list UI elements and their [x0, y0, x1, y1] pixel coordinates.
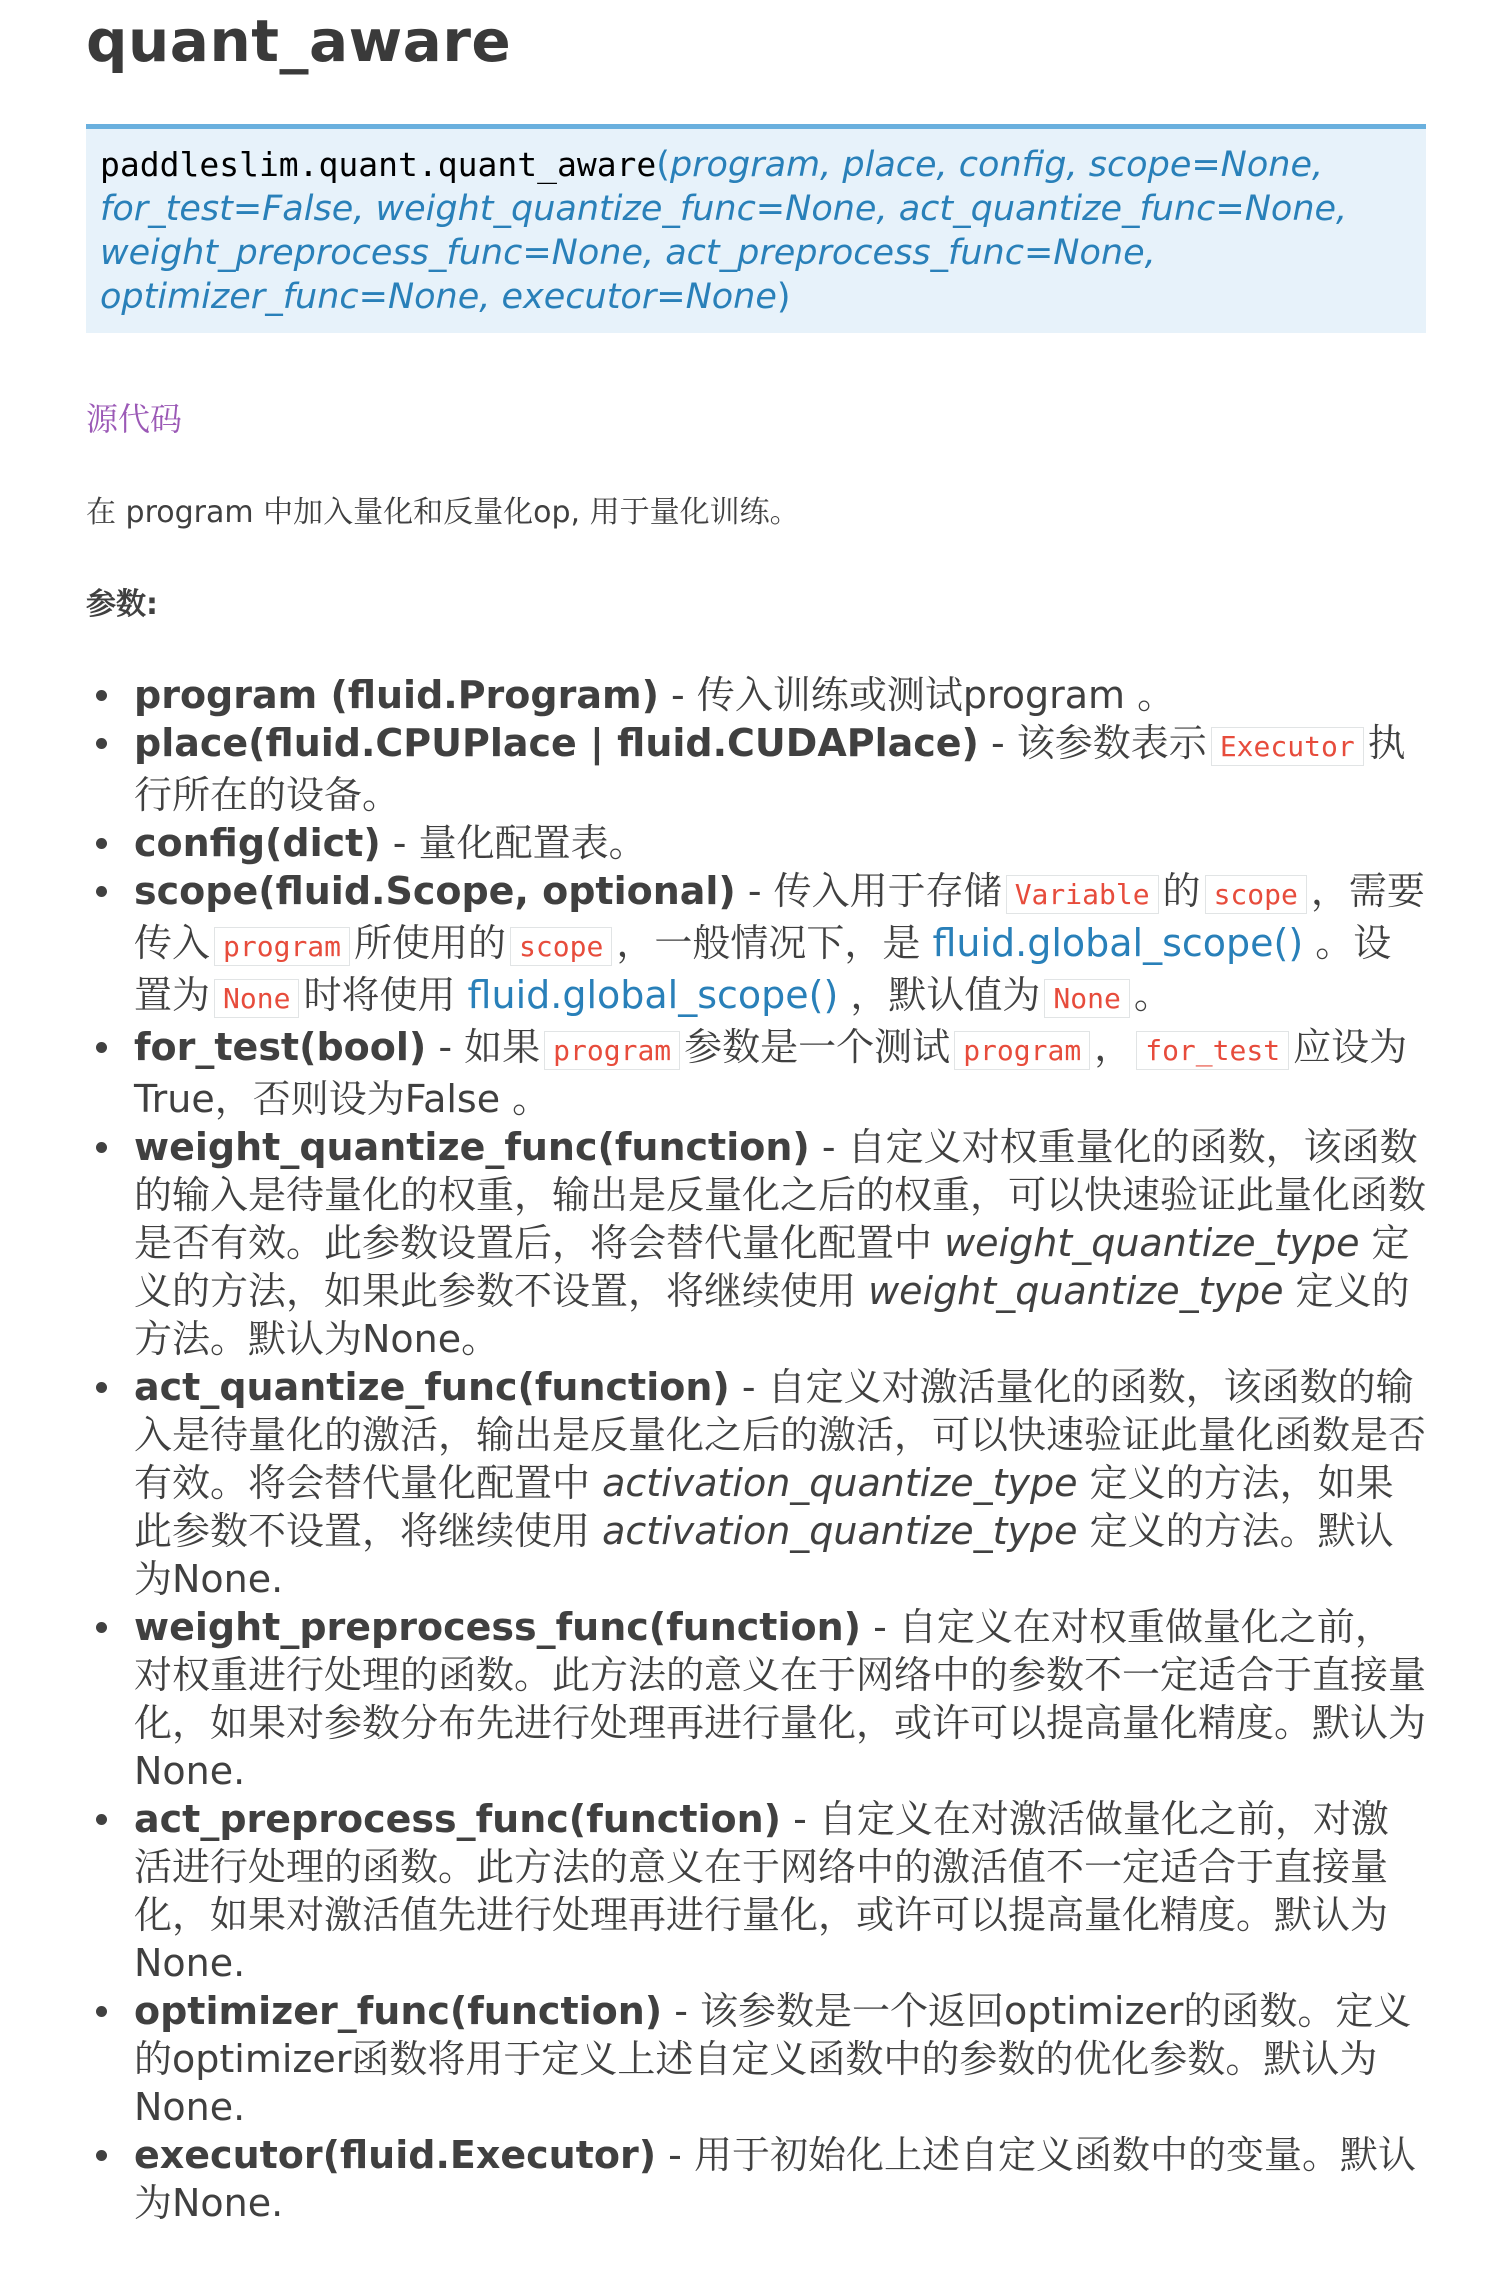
inline-code: for_test [1136, 1031, 1289, 1070]
param-name: for_test(bool) [134, 1025, 427, 1069]
signature-close-paren: ) [776, 277, 791, 317]
param-name: place(fluid.CPUPlace | fluid.CUDAPlace) [134, 721, 979, 765]
param-desc: 定义的方法，如果此参数不设置，将继续使用 [134, 1221, 1410, 1313]
params-heading: 参数: [86, 587, 158, 622]
param-desc: - 自定义对激活量化的函数，该函数的输入是待量化的激活，输出是反量化之后的激活，可以快速验证此量化函数是否有效。将会替代量化配置中 [134, 1365, 1427, 1505]
param-list [86, 671, 1426, 2227]
bullet-icon [96, 738, 107, 749]
emphasis-term: activation_quantize_type [602, 1461, 1078, 1505]
param-item-weight-quantize-func [86, 1123, 1426, 1363]
param-desc: - 该参数是一个返回optimizer的函数。定义的optimizer函数将用于定义上述自定义函数中的参数的优化参数。默认为None. [134, 1989, 1412, 2129]
inline-code: Executor [1211, 727, 1364, 766]
signature-params: program, place, config, scope=None, for_test=False, weight_quantize_func=None, act_quantize_func=None, weight_preprocess_func=None, act_preprocess_func=None, optimizer_func=None, executor=None [100, 145, 1348, 317]
param-desc: 应设为True，否则设为False 。 [134, 1025, 1408, 1121]
param-item-optimizer-func [86, 1987, 1426, 2131]
param-desc: 参数是一个测试 [684, 1025, 951, 1069]
function-description: 在 program 中加入量化和反量化op, 用于量化训练。 [86, 495, 800, 530]
param-item-config [86, 819, 1426, 867]
param-name: config(dict) [134, 821, 381, 865]
param-desc: 所使用的 [354, 921, 507, 965]
param-item-scope [86, 867, 1426, 1023]
bullet-icon [96, 838, 107, 849]
param-desc: 的 [1162, 869, 1201, 913]
param-desc: 。设置为 [134, 921, 1392, 1017]
param-desc: 定义的方法。默认为None. [134, 1509, 1394, 1601]
param-desc: - 传入训练或测试program 。 [658, 673, 1176, 717]
param-desc: 。 [1133, 973, 1172, 1017]
signature-function-name: paddleslim.quant.quant_aware [100, 145, 657, 184]
param-name: program (fluid.Program) [134, 673, 659, 717]
emphasis-term: weight_quantize_type [868, 1269, 1284, 1313]
param-desc: 时将使用 [303, 973, 468, 1017]
inline-code: program [214, 927, 350, 966]
inline-code: program [544, 1031, 680, 1070]
param-desc: 执行所在的设备。 [134, 721, 1406, 817]
bullet-icon [96, 1042, 107, 1053]
function-signature [86, 124, 1426, 333]
param-item-act-quantize-func [86, 1363, 1426, 1603]
bullet-icon [96, 690, 107, 701]
bullet-icon [96, 2006, 107, 2017]
param-desc: ，默认值为 [838, 973, 1041, 1017]
param-desc: - 传入用于存储 [735, 869, 1002, 913]
signature-open-paren: ( [656, 145, 670, 185]
inline-code: scope [1205, 875, 1307, 914]
bullet-icon [96, 1814, 107, 1825]
bullet-icon [96, 886, 107, 897]
param-desc: - 量化配置表。 [380, 821, 647, 865]
param-item-executor [86, 2131, 1426, 2227]
param-item-place [86, 719, 1426, 819]
emphasis-term: activation_quantize_type [602, 1509, 1078, 1553]
param-name: act_quantize_func(function) [134, 1365, 730, 1409]
bullet-icon [96, 1382, 107, 1393]
param-name: executor(fluid.Executor) [134, 2133, 657, 2177]
param-desc: - 自定义对权重量化的函数，该函数的输入是待量化的权重，输出是反量化之后的权重，可以快速验证此量化函数是否有效。此参数设置后，将会替代量化配置中 [134, 1125, 1427, 1265]
param-desc: - 自定义在对权重做量化之前，对权重进行处理的函数。此方法的意义在于网络中的参数不一定适合于直接量化，如果对参数分布先进行处理再进行量化，或许可以提高量化精度。默认为None. [134, 1605, 1427, 1793]
param-item-program [86, 671, 1426, 719]
param-name: weight_preprocess_func(function) [134, 1605, 862, 1649]
param-desc: - 用于初始化上述自定义函数中的变量。默认为None. [134, 2133, 1416, 2225]
bullet-icon [96, 1622, 107, 1633]
inline-code: None [1044, 979, 1129, 1018]
param-desc: 定义的方法。默认为None。 [134, 1269, 1410, 1361]
inline-code: None [214, 979, 299, 1018]
param-desc: - 自定义在对激活做量化之前，对激活进行处理的函数。此方法的意义在于网络中的激活值不一定适合于直接量化，如果对激活值先进行处理再进行量化，或许可以提高量化精度。默认为None. [134, 1797, 1389, 1985]
param-item-for-test [86, 1023, 1426, 1123]
param-desc: 定义的方法，如果此参数不设置，将继续使用 [134, 1461, 1394, 1553]
inline-code: scope [510, 927, 612, 966]
param-desc: - 该参数表示 [978, 721, 1207, 765]
inline-code: program [954, 1031, 1090, 1070]
global-scope-link[interactable]: fluid.global_scope() [932, 921, 1304, 965]
param-name: scope(fluid.Scope, optional) [134, 869, 736, 913]
param-desc: ，需要传入 [134, 869, 1425, 965]
doc-page [86, 0, 1426, 2227]
inline-code: Variable [1006, 875, 1159, 914]
global-scope-link[interactable]: fluid.global_scope() [467, 973, 839, 1017]
param-desc: ，一般情况下，是 [616, 921, 933, 965]
param-name: optimizer_func(function) [134, 1989, 663, 2033]
param-name: weight_quantize_func(function) [134, 1125, 810, 1169]
param-name: act_preprocess_func(function) [134, 1797, 782, 1841]
param-item-weight-preprocess-func [86, 1603, 1426, 1795]
bullet-icon [96, 1142, 107, 1153]
param-desc: - 如果 [426, 1025, 541, 1069]
source-code-link[interactable]: 源代码 [86, 400, 183, 438]
emphasis-term: weight_quantize_type [944, 1221, 1360, 1265]
param-item-act-preprocess-func [86, 1795, 1426, 1987]
param-desc: ， [1094, 1025, 1133, 1069]
bullet-icon [96, 2150, 107, 2161]
page-title: quant_aware [86, 7, 512, 75]
